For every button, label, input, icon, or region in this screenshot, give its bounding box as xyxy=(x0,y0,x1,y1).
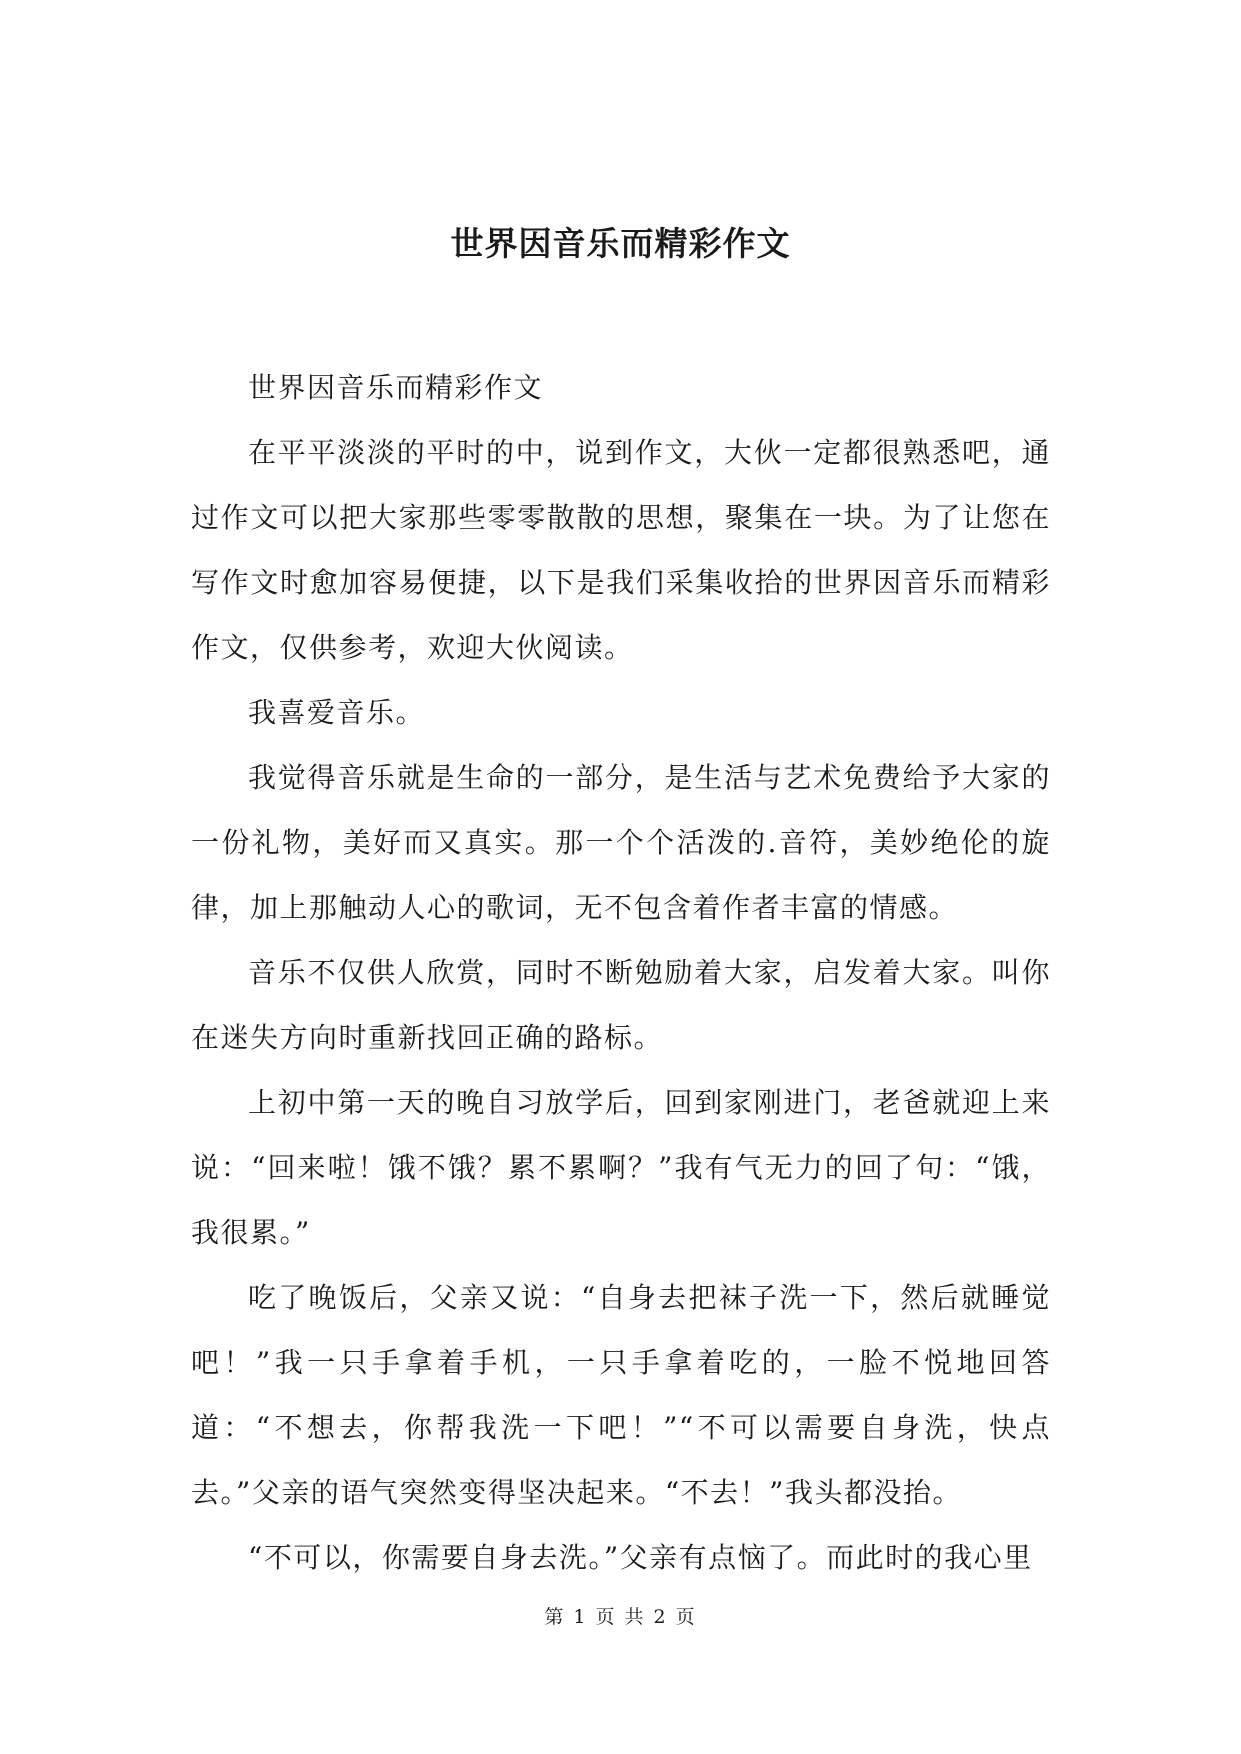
paragraph: “不可以，你需要自身去洗。”父亲有点恼了。而此时的我心里 xyxy=(248,1541,1033,1574)
paragraph: 上初中第一天的晚自习放学后，回到家刚进门，老爸就迎上来说：“回来啦！饿不饿？累不累啊？”我有气无力的回了句：“饿，我很累。” xyxy=(191,1086,1051,1249)
paragraph: 世界因音乐而精彩作文 xyxy=(248,371,544,404)
document-title: 世界因音乐而精彩作文 xyxy=(450,224,791,263)
paragraph: 音乐不仅供人欣赏，同时不断勉励着大家，启发着大家。叫你在迷失方向时重新找回正确的路标。 xyxy=(191,956,1051,1054)
paragraph: 在平平淡淡的平时的中，说到作文，大伙一定都很熟悉吧，通过作文可以把大家那些零零散散的思想，聚集在一块。为了让您在写作文时愈加容易便捷，以下是我们采集收拾的世界因音乐而精彩作文，仅供参考，欢迎大伙阅读。 xyxy=(191,436,1051,664)
paragraph: 吃了晚饭后，父亲又说：“自身去把袜子洗一下，然后就睡觉吧！”我一只手拿着手机，一只手拿着吃的，一脸不悦地回答道：“不想去，你帮我洗一下吧！”“不可以需要自身洗，快点去。”父亲的语气突然变得坚决起来。“不去！”我头都没抬。 xyxy=(191,1281,1051,1509)
paragraph: 我喜爱音乐。 xyxy=(248,696,426,729)
page-number-footer: 第 1 页 共 2 页 xyxy=(544,1606,697,1628)
paragraph: 我觉得音乐就是生命的一部分，是生活与艺术免费给予大家的一份礼物，美好而又真实。那一个个活泼的.音符，美妙绝伦的旋律，加上那触动人心的歌词，无不包含着作者丰富的情感。 xyxy=(191,761,1051,924)
document-body xyxy=(191,355,1051,1590)
